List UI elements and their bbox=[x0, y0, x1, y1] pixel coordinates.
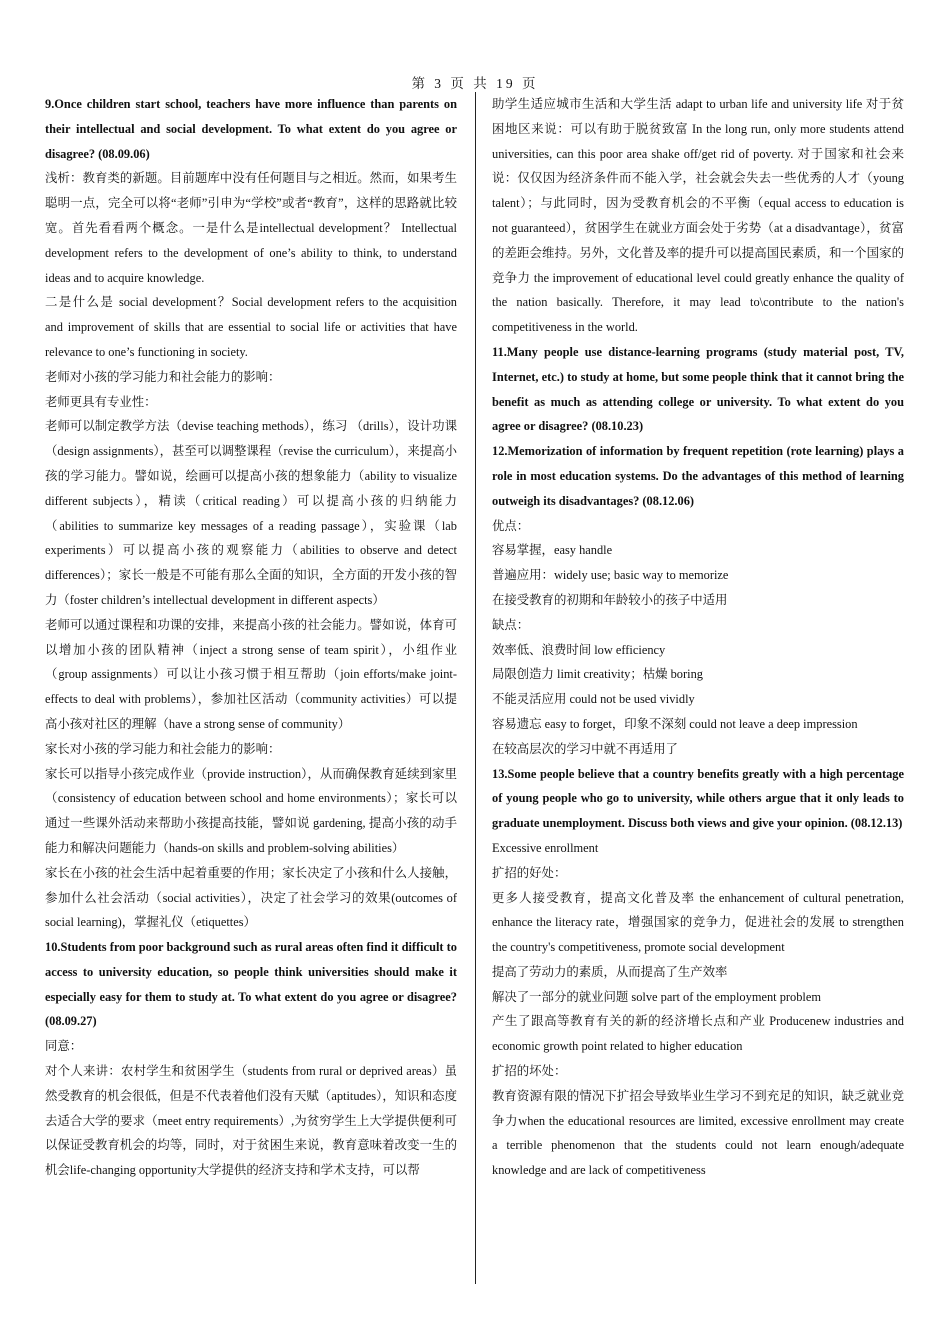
paragraph: 解决了一部分的就业问题 solve part of the employment problem bbox=[492, 989, 821, 1004]
paragraph: 普遍应用：widely use; basic way to memorize bbox=[492, 568, 729, 583]
paragraph: 不能灵活应用 could not be used vividly bbox=[492, 692, 695, 707]
paragraph: 更多人接受教育，提高文化普及率 the enhancement of cultural penetration, enhance the literacy rate，增强国家的竞争力，促进社会的发展 to strengthen the country's competitiveness, promote social development bbox=[492, 890, 904, 955]
column-divider bbox=[475, 92, 476, 1284]
paragraph: 家长可以指导小孩完成作业（provide instruction），从而确保教育延续到家里（consistency of education between school and home environments）；家长可以通过一些课外活动来帮助小孩提高技能，譬如说 gardening, 提高小孩的动手能力和解决问题能力（hands-on skills and problem-solving abilities） bbox=[45, 766, 457, 855]
paragraph: 老师对小孩的学习能力和社会能力的影响： bbox=[45, 369, 281, 384]
question-heading: 13.Some people believe that a country benefits greatly with a high percentage of young people who go to university, while others argue that it only leads to graduate unemployment. Discuss both views and give your opinion. (08.12.13) bbox=[492, 766, 904, 831]
question-heading: 9.Once children start school, teachers have more influence than parents on their intellectual and social development. To what extent do you agree or disagree? (08.09.06) bbox=[45, 97, 457, 161]
paragraph: 浅析：教育类的新题。目前题库中没有任何题目与之相近。然而，如果考生聪明一点，完全可以将“老师”引申为“学校”或者“教育”，这样的思路就比较宽。首先看看两个概念。一是什么是intellectual development？ Intellectual development refers to the development of one’s ability to think, to understand ideas and to acquire knowledge. bbox=[45, 171, 457, 285]
paragraph: 效率低、浪费时间 low efficiency bbox=[492, 642, 666, 657]
paragraph: 老师可以制定教学方法（devise teaching methods），练习 （drills），设计功课（design assignments），甚至可以调整课程（revise the curriculum），来提高小孩的学习能力。譬如说，绘画可以提高小孩的想象能力（ability to visualize different subjects），精读（critical reading）可以提高小孩的归纳能力（abilities to summarize key messages of a reading passage），实验课（lab experiments）可以提高小孩的观察能力（abilities to observe and detect differences）；家长一般是不可能有那么全面的知识，全方面的开发小孩的智力（foster children’s intellectual development in different aspects） bbox=[45, 419, 457, 607]
paragraph: 在接受教育的初期和年龄较小的孩子中适用 bbox=[492, 592, 728, 607]
paragraph: 同意： bbox=[45, 1039, 83, 1054]
paragraph: 优点： bbox=[492, 518, 530, 533]
paragraph: 助学生适应城市生活和大学生活 adapt to urban life and university life 对于贫困地区来说：可以有助于脱贫致富 In the long run, only more students attend universities, can this poor area shake off/get rid of poverty. 对于国家和社会来说：仅仅因为经济条件而不能入学，社会就会失去一些优秀的人才（young talent）；与此同时，因为受教育机会的不平衡（equal access to education is not guaranteed），贫困学生在就业方面会处于劣势（at a disadvantage），贫富的差距会维持。另外，文化普及率的提升可以提高国民素质，和一个国家的竞争力 the improvement of educational level could greatly enhance the quality of the nation basically. Therefore, it may lead to\contribute to the nation's competitiveness in the world. bbox=[492, 97, 904, 335]
paragraph: 老师更具有专业性： bbox=[45, 394, 157, 409]
paragraph: 家长在小孩的社会生活中起着重要的作用；家长决定了小孩和什么人接触，参加什么社会活动（social activities），决定了社会学习的效果(outcomes of social learning)，掌握礼仪（etiquettes） bbox=[45, 865, 457, 930]
paragraph: 家长对小孩的学习能力和社会能力的影响： bbox=[45, 741, 281, 756]
paragraph: 在较高层次的学习中就不再适用了 bbox=[492, 741, 678, 756]
paragraph: 容易遗忘 easy to forget，印象不深刻 could not leave a deep impression bbox=[492, 716, 858, 731]
paragraph: 对个人来讲：农村学生和贫困学生（students from rural or deprived areas）虽然受教育的机会很低，但是不代表着他们没有天赋（aptitudes），知识和态度去适合大学的要求（meet entry requirements）,为贫穷学生上大学提供便利可以保证受教育机会的均等，同时，对于贫困生来说，教育意味着改变一生的机会life-changing opportunity大学提供的经济支持和学术支持，可以帮 bbox=[45, 1064, 457, 1178]
page-number-header: 第 3 页 共 19 页 bbox=[411, 76, 539, 91]
question-heading: 11.Many people use distance-learning programs (study material post, TV, Internet, etc.) to study at home, but some people think that it cannot bring the benefit as much as attending college or university. To what extent do you agree or disagree? (08.10.23) bbox=[492, 344, 904, 434]
paragraph: 容易掌握，easy handle bbox=[492, 543, 613, 558]
paragraph: 产生了跟高等教育有关的新的经济增长点和产业 Producenew industries and economic growth point related to higher education bbox=[492, 1014, 904, 1054]
paragraph: Excessive enrollment bbox=[492, 840, 599, 855]
paragraph: 提高了劳动力的素质，从而提高了生产效率 bbox=[492, 964, 728, 979]
question-heading: 10.Students from poor background such as rural areas often find it difficult to access to university education, so people think universities should make it especially easy for them to study at. To what extent do you agree or disagree? (08.09.27) bbox=[45, 940, 457, 1029]
left-column bbox=[45, 92, 457, 1183]
paragraph: 扩招的坏处： bbox=[492, 1064, 567, 1079]
paragraph: 教育资源有限的情况下扩招会导致毕业生学习不到充足的知识，缺乏就业竞争力when the educational resources are limited, excessive enrollment may create a terrible phenomenon that the students could not learn enough/adequate knowledge and are lack of competitiveness bbox=[492, 1088, 904, 1178]
paragraph: 二是什么是 social development？Social development refers to the acquisition and improvement of skills that are essential to social life or activities that have relevance to one’s functioning in society. bbox=[45, 295, 457, 359]
paragraph: 老师可以通过课程和功课的安排，来提高小孩的社会能力。譬如说，体育可以增加小孩的团队精神（inject a strong sense of team spirit），小组作业（group assignments）可以让小孩习惯于相互帮助（join efforts/make joint-effects to deal with problems），参加社区活动（community activities）可以提高小孩对社区的理解（have a strong sense of community） bbox=[45, 617, 457, 731]
question-heading: 12.Memorization of information by frequent repetition (rote learning) plays a role in most education systems. Do the advantages of this method of learning outweigh its disadvantages? (08.12.06) bbox=[492, 444, 904, 508]
right-column bbox=[492, 92, 904, 1183]
paragraph: 缺点： bbox=[492, 617, 530, 632]
paragraph: 扩招的好处： bbox=[492, 865, 567, 880]
paragraph: 局限创造力 limit creativity；枯燥 boring bbox=[492, 667, 703, 682]
